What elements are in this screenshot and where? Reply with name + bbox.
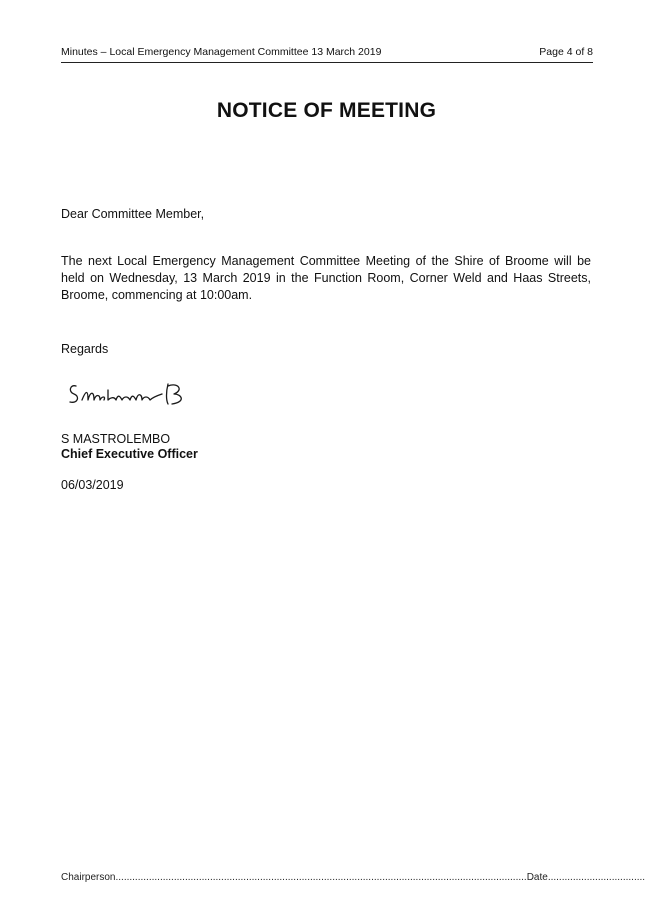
chairperson-signature-line: .................................................................................................................................................... (115, 872, 527, 883)
meeting-details-paragraph: The next Local Emergency Management Committee Meeting of the Shire of Broome will be held on Wednesday, 13 March 2019 in the Function Room, Corner Weld and Haas Streets, Broome, commencing at 10:00am. (61, 254, 591, 302)
signer-name: S MASTROLEMBO (61, 432, 171, 446)
page-header (61, 44, 593, 63)
chairperson-label: Chairperson (61, 872, 116, 883)
closing-regards: Regards (61, 342, 109, 356)
page-footer (61, 872, 646, 883)
date-signature-line: ................................... (547, 872, 646, 883)
signer-title: Chief Executive Officer (61, 447, 198, 461)
header-page-number: Page 4 of 8 (539, 46, 593, 58)
salutation: Dear Committee Member, (61, 207, 205, 221)
signature-date: 06/03/2019 (61, 478, 124, 492)
header-meeting-title: Minutes – Local Emergency Management Committee 13 March 2019 (61, 46, 382, 58)
date-label: Date (526, 872, 548, 883)
notice-title: NOTICE OF MEETING (216, 99, 437, 122)
handwritten-signature (62, 372, 202, 412)
